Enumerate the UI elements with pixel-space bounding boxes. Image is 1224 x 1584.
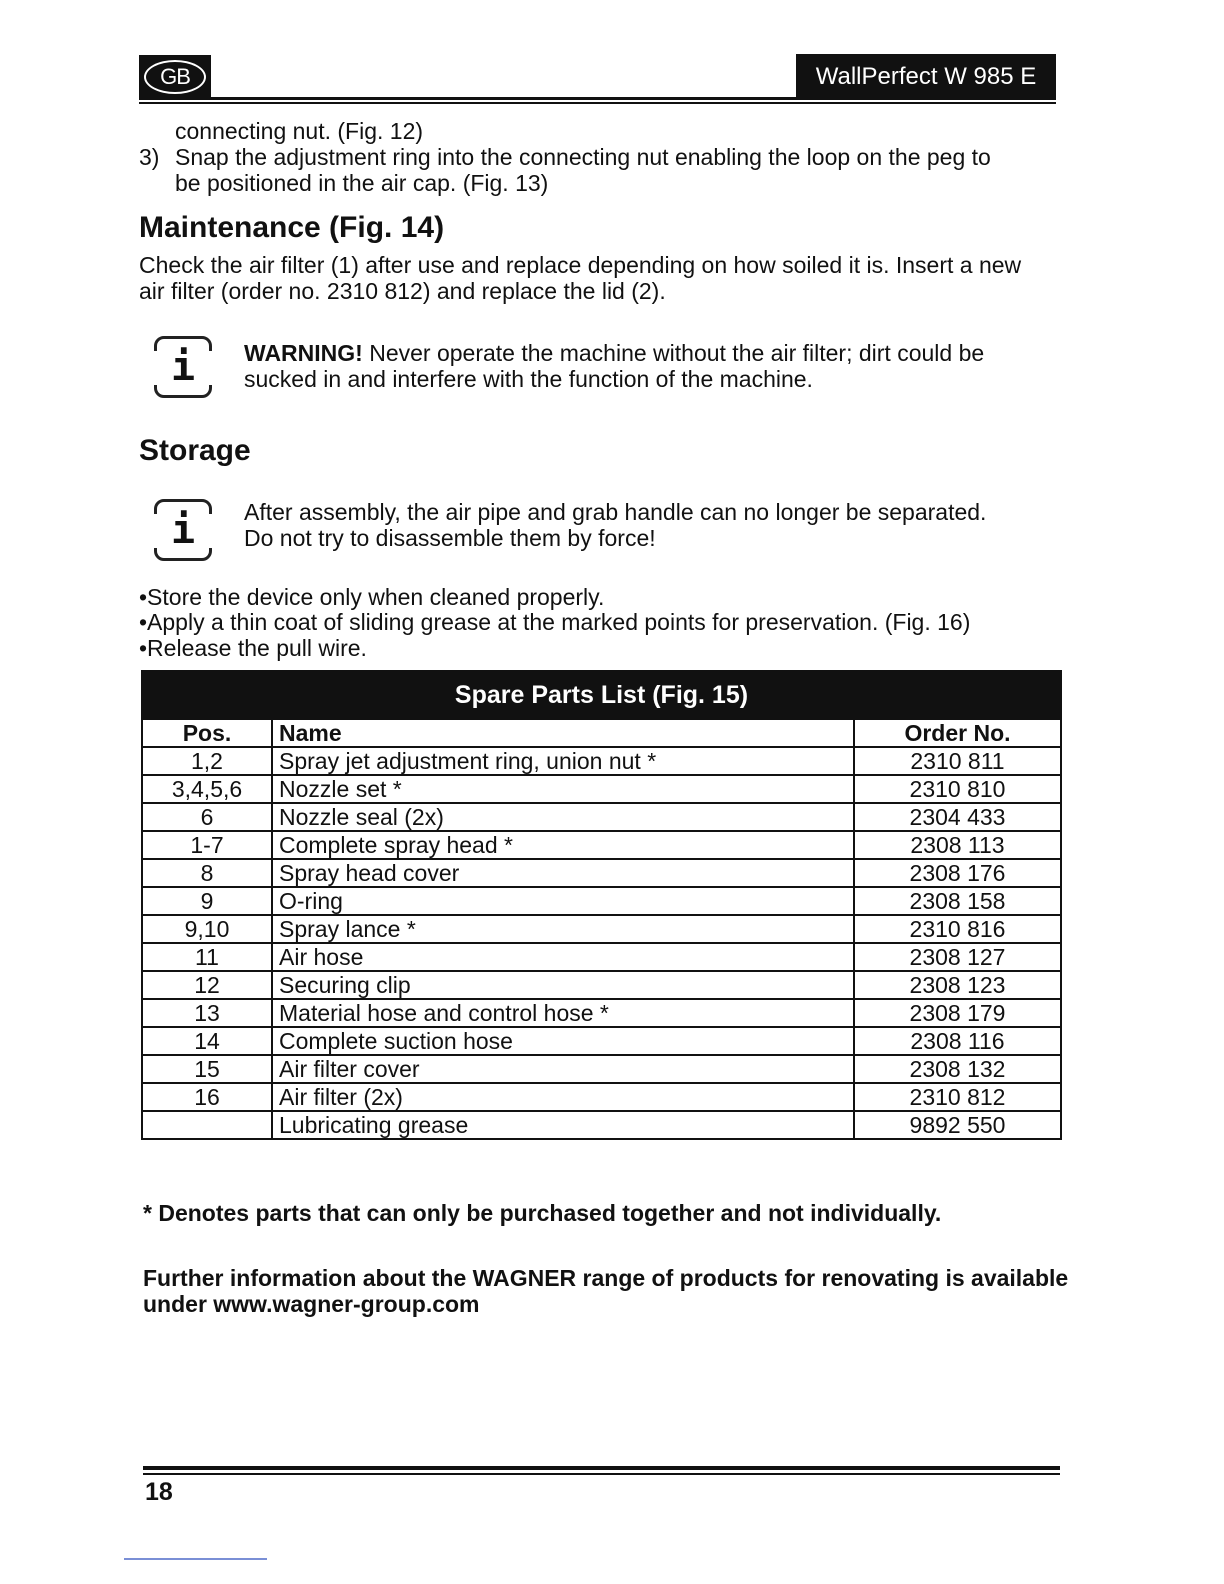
cell-name: Complete suction hose (272, 1027, 854, 1055)
cell-name: Securing clip (272, 971, 854, 999)
cell-pos: 14 (142, 1027, 272, 1055)
cell-pos: 13 (142, 999, 272, 1027)
table-row (142, 1083, 1061, 1111)
further-info-line2: under www.wagner-group.com (143, 1291, 480, 1317)
storage-heading: Storage (139, 434, 251, 467)
cell-pos (142, 1111, 272, 1139)
step-number: 3) (139, 144, 160, 170)
cell-order-no: 2308 158 (854, 887, 1061, 915)
table-row (142, 831, 1061, 859)
storage-info-line1: After assembly, the air pipe and grab handle can no longer be separated. (244, 499, 987, 525)
language-badge-label: GB (144, 60, 206, 94)
table-row (142, 859, 1061, 887)
warning-line2: sucked in and interfere with the function of the machine. (244, 366, 813, 392)
table-row (142, 803, 1061, 831)
table-row (142, 887, 1061, 915)
table-header-row (142, 719, 1061, 747)
asterisk-note: * Denotes parts that can only be purchased together and not individually. (143, 1200, 942, 1226)
cell-pos: 9,10 (142, 915, 272, 943)
table-row (142, 971, 1061, 999)
header-divider-thin (139, 102, 1056, 104)
table-row (142, 1027, 1061, 1055)
info-icon (154, 499, 212, 561)
cell-name: O-ring (272, 887, 854, 915)
bullet-item: •Release the pull wire. (139, 635, 367, 661)
cell-pos: 11 (142, 943, 272, 971)
warning-line1 (244, 340, 984, 366)
table-title: Spare Parts List (Fig. 15) (142, 671, 1061, 719)
cell-order-no: 2308 132 (854, 1055, 1061, 1083)
warning-label: WARNING! (244, 340, 363, 366)
maintenance-heading: Maintenance (Fig. 14) (139, 211, 445, 244)
cell-name: Nozzle seal (2x) (272, 803, 854, 831)
column-header-order-no: Order No. (854, 719, 1061, 747)
cell-name: Nozzle set * (272, 775, 854, 803)
cell-name: Complete spray head * (272, 831, 854, 859)
cell-order-no: 2308 127 (854, 943, 1061, 971)
step-text-line1: Snap the adjustment ring into the connecting nut enabling the loop on the peg to (175, 144, 991, 170)
maintenance-text-line2: air filter (order no. 2310 812) and replace the lid (2). (139, 278, 666, 304)
cell-order-no: 2310 810 (854, 775, 1061, 803)
further-info-line1: Further information about the WAGNER range of products for renovating is available (143, 1265, 1069, 1291)
cell-order-no: 2310 816 (854, 915, 1061, 943)
spare-parts-table (141, 670, 1062, 1140)
cell-name: Material hose and control hose * (272, 999, 854, 1027)
cell-pos: 6 (142, 803, 272, 831)
model-title: WallPerfect W 985 E (796, 54, 1056, 99)
table-row (142, 1055, 1061, 1083)
cell-pos: 1-7 (142, 831, 272, 859)
cell-order-no: 2304 433 (854, 803, 1061, 831)
cell-name: Air filter cover (272, 1055, 854, 1083)
bullet-item: •Apply a thin coat of sliding grease at the marked points for preservation. (Fig. 16) (139, 609, 971, 635)
intro-line: connecting nut. (Fig. 12) (175, 118, 424, 144)
table-row (142, 747, 1061, 775)
cell-name: Air filter (2x) (272, 1083, 854, 1111)
cell-order-no: 2308 176 (854, 859, 1061, 887)
cell-name: Spray head cover (272, 859, 854, 887)
maintenance-text-line1: Check the air filter (1) after use and replace depending on how soiled it is. Insert a new (139, 252, 1022, 278)
warning-text: Never operate the machine without the air filter; dirt could be (362, 340, 985, 366)
storage-info-line2: Do not try to disassemble them by force! (244, 525, 656, 551)
page-number: 18 (145, 1478, 173, 1506)
table-row (142, 1111, 1061, 1139)
footer-divider (143, 1466, 1060, 1470)
cell-pos: 9 (142, 887, 272, 915)
language-badge (139, 55, 211, 99)
cell-name: Lubricating grease (272, 1111, 854, 1139)
header-divider (139, 97, 1056, 100)
info-icon-glyph: i (170, 344, 196, 390)
column-header-name: Name (272, 719, 854, 747)
footer-divider-thin (143, 1473, 1060, 1475)
table-row (142, 999, 1061, 1027)
cell-order-no: 2310 811 (854, 747, 1061, 775)
table-row (142, 943, 1061, 971)
table-row (142, 775, 1061, 803)
cell-order-no: 2308 116 (854, 1027, 1061, 1055)
cell-order-no: 2308 179 (854, 999, 1061, 1027)
scan-mark (124, 1558, 267, 1560)
step-text-line2: be positioned in the air cap. (Fig. 13) (175, 170, 549, 196)
cell-name: Spray jet adjustment ring, union nut * (272, 747, 854, 775)
info-icon (154, 336, 212, 398)
column-header-pos: Pos. (142, 719, 272, 747)
cell-pos: 12 (142, 971, 272, 999)
cell-name: Air hose (272, 943, 854, 971)
info-icon-glyph: i (170, 507, 196, 553)
cell-order-no: 2308 123 (854, 971, 1061, 999)
cell-pos: 8 (142, 859, 272, 887)
cell-pos: 16 (142, 1083, 272, 1111)
bullet-item: •Store the device only when cleaned properly. (139, 584, 605, 610)
cell-pos: 15 (142, 1055, 272, 1083)
cell-order-no: 9892 550 (854, 1111, 1061, 1139)
cell-name: Spray lance * (272, 915, 854, 943)
cell-order-no: 2308 113 (854, 831, 1061, 859)
cell-pos: 3,4,5,6 (142, 775, 272, 803)
cell-order-no: 2310 812 (854, 1083, 1061, 1111)
cell-pos: 1,2 (142, 747, 272, 775)
table-row (142, 915, 1061, 943)
